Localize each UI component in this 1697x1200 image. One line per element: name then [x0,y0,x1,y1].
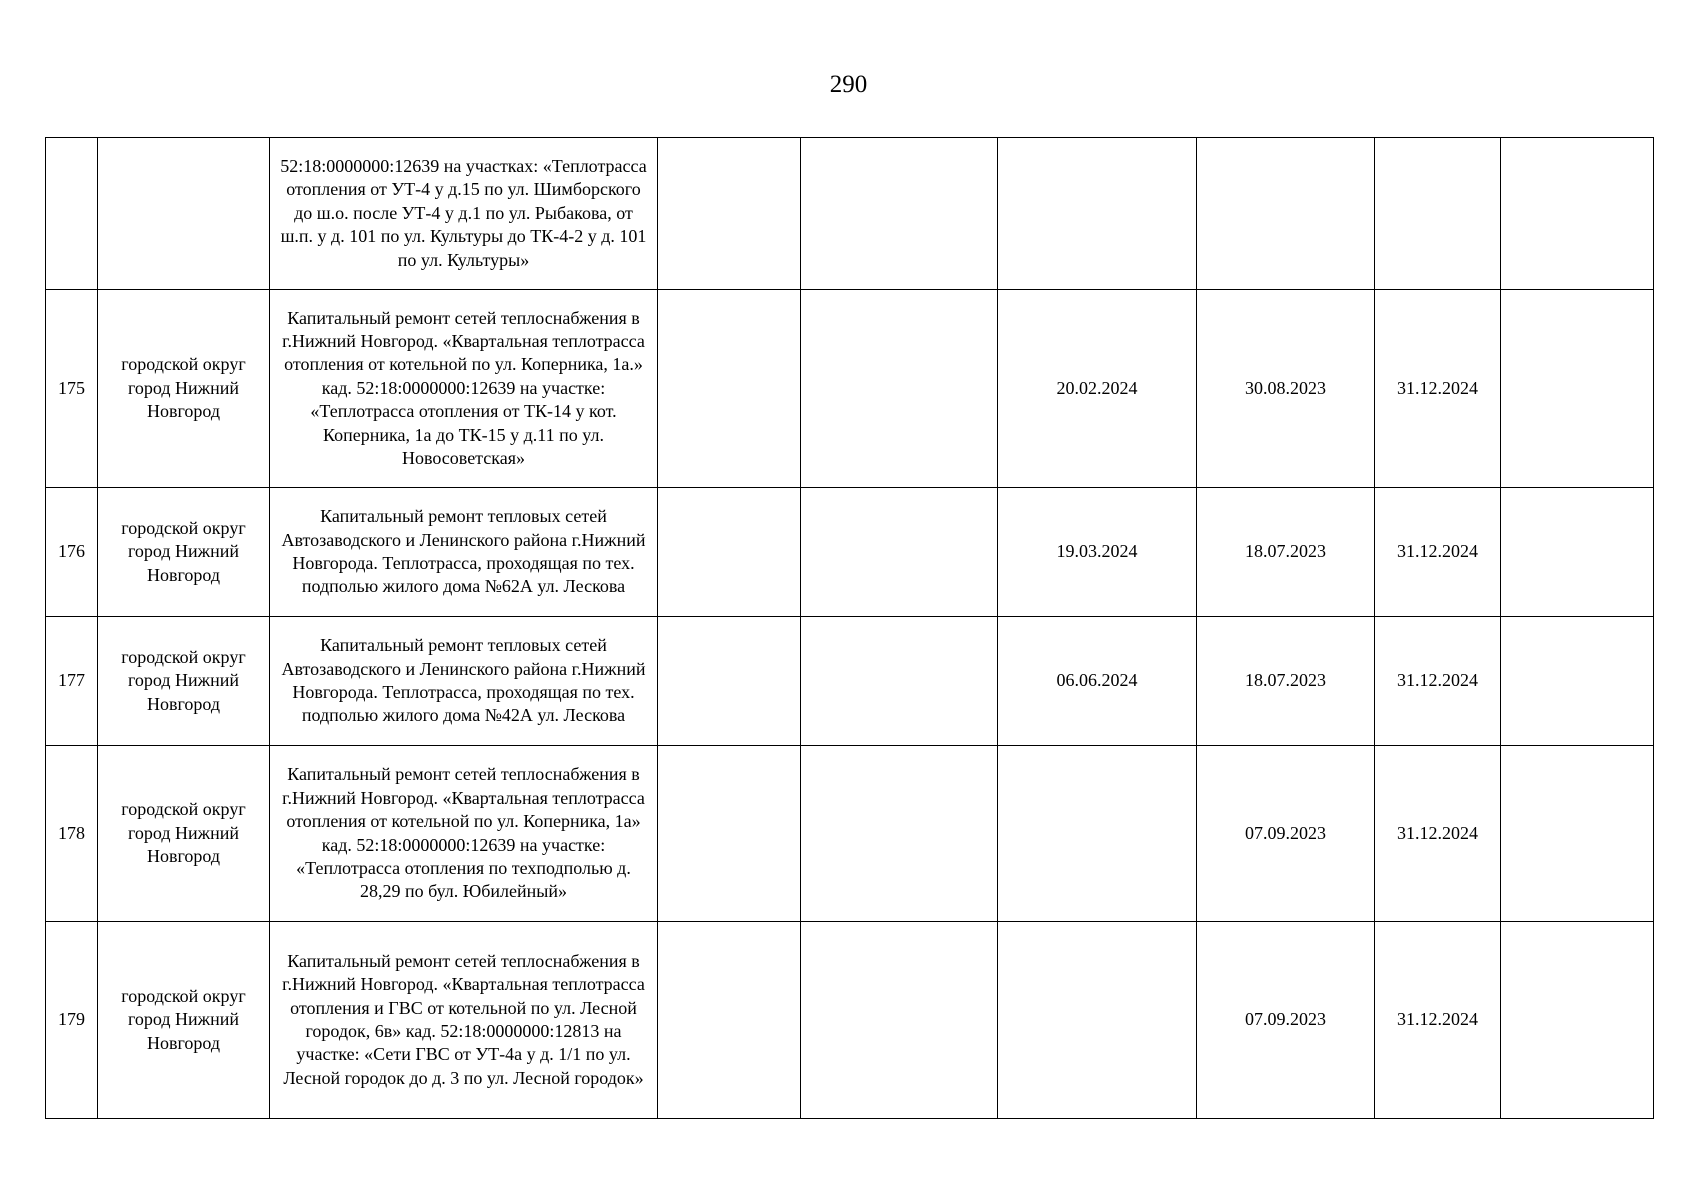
empty-cell [1501,290,1654,488]
table-row [46,290,1654,488]
row-number-cell: 177 [46,617,98,746]
table-row [46,922,1654,1119]
date-cell: 31.12.2024 [1375,290,1501,488]
empty-cell [801,290,998,488]
date-cell: 07.09.2023 [1197,922,1375,1119]
row-number-cell: 176 [46,488,98,617]
row-number-cell: 179 [46,922,98,1119]
date-cell: 31.12.2024 [1375,746,1501,922]
row-number-cell: 175 [46,290,98,488]
empty-cell [658,488,801,617]
date-cell: 31.12.2024 [1375,617,1501,746]
empty-cell [1501,488,1654,617]
table-row [46,617,1654,746]
date-cell [998,138,1197,290]
empty-cell [1501,746,1654,922]
empty-cell [658,138,801,290]
district-cell: городской округ город Нижний Новгород [98,922,270,1119]
empty-cell [1501,922,1654,1119]
empty-cell [801,138,998,290]
empty-cell [658,746,801,922]
table-row [46,488,1654,617]
date-cell: 18.07.2023 [1197,488,1375,617]
date-cell: 31.12.2024 [1375,922,1501,1119]
district-cell: городской округ город Нижний Новгород [98,617,270,746]
district-cell: городской округ город Нижний Новгород [98,290,270,488]
date-cell: 31.12.2024 [1375,488,1501,617]
date-cell: 07.09.2023 [1197,746,1375,922]
empty-cell [658,617,801,746]
empty-cell [801,488,998,617]
description-cell: Капитальный ремонт сетей теплоснабжения в г.Нижний Новгород. «Квартальная теплотрасса отопления от котельной по ул. Коперника, 1а.» кад. 52:18:0000000:12639 на участке: «Теплотрасса отопления от ТК-14 у кот. Коперника, 1а до ТК-15 у д.11 по ул. Новосоветская» [270,290,658,488]
empty-cell [801,617,998,746]
date-cell: 18.07.2023 [1197,617,1375,746]
empty-cell [658,922,801,1119]
row-number-cell [46,138,98,290]
district-cell: городской округ город Нижний Новгород [98,488,270,617]
description-cell: Капитальный ремонт сетей теплоснабжения в г.Нижний Новгород. «Квартальная теплотрасса отопления и ГВС от котельной по ул. Лесной городок, 6в» кад. 52:18:0000000:12813 на участке: «Сети ГВС от УТ-4а у д. 1/1 по ул. Лесной городок до д. 3 по ул. Лесной городок» [270,922,658,1119]
description-cell: 52:18:0000000:12639 на участках: «Теплотрасса отопления от УТ-4 у д.15 по ул. Шимборского до ш.о. после УТ-4 у д.1 по ул. Рыбакова, от ш.п. у д. 101 по ул. Культуры до ТК-4-2 у д. 101 по ул. Культуры» [270,138,658,290]
district-cell [98,138,270,290]
description-cell: Капитальный ремонт тепловых сетей Автозаводского и Ленинского района г.Нижний Новгорода. Теплотрасса, проходящая по тех. подполью жилого дома №42А ул. Лескова [270,617,658,746]
description-cell: Капитальный ремонт сетей теплоснабжения в г.Нижний Новгород. «Квартальная теплотрасса отопления от котельной по ул. Коперника, 1а» кад. 52:18:0000000:12639 на участке: «Теплотрасса отопления по техподполью д. 28,29 по бул. Юбилейный» [270,746,658,922]
date-cell [1375,138,1501,290]
date-cell: 19.03.2024 [998,488,1197,617]
page-number: 290 [829,71,868,98]
row-number-cell: 178 [46,746,98,922]
table-row [46,746,1654,922]
description-cell: Капитальный ремонт тепловых сетей Автозаводского и Ленинского района г.Нижний Новгорода. Теплотрасса, проходящая по тех. подполью жилого дома №62А ул. Лескова [270,488,658,617]
date-cell: 30.08.2023 [1197,290,1375,488]
date-cell [1197,138,1375,290]
empty-cell [658,290,801,488]
empty-cell [801,746,998,922]
empty-cell [801,922,998,1119]
empty-cell [1501,138,1654,290]
date-cell: 06.06.2024 [998,617,1197,746]
empty-cell [1501,617,1654,746]
register-table [45,137,1654,1119]
district-cell: городской округ город Нижний Новгород [98,746,270,922]
date-cell [998,922,1197,1119]
date-cell: 20.02.2024 [998,290,1197,488]
date-cell [998,746,1197,922]
table-row [46,138,1654,290]
